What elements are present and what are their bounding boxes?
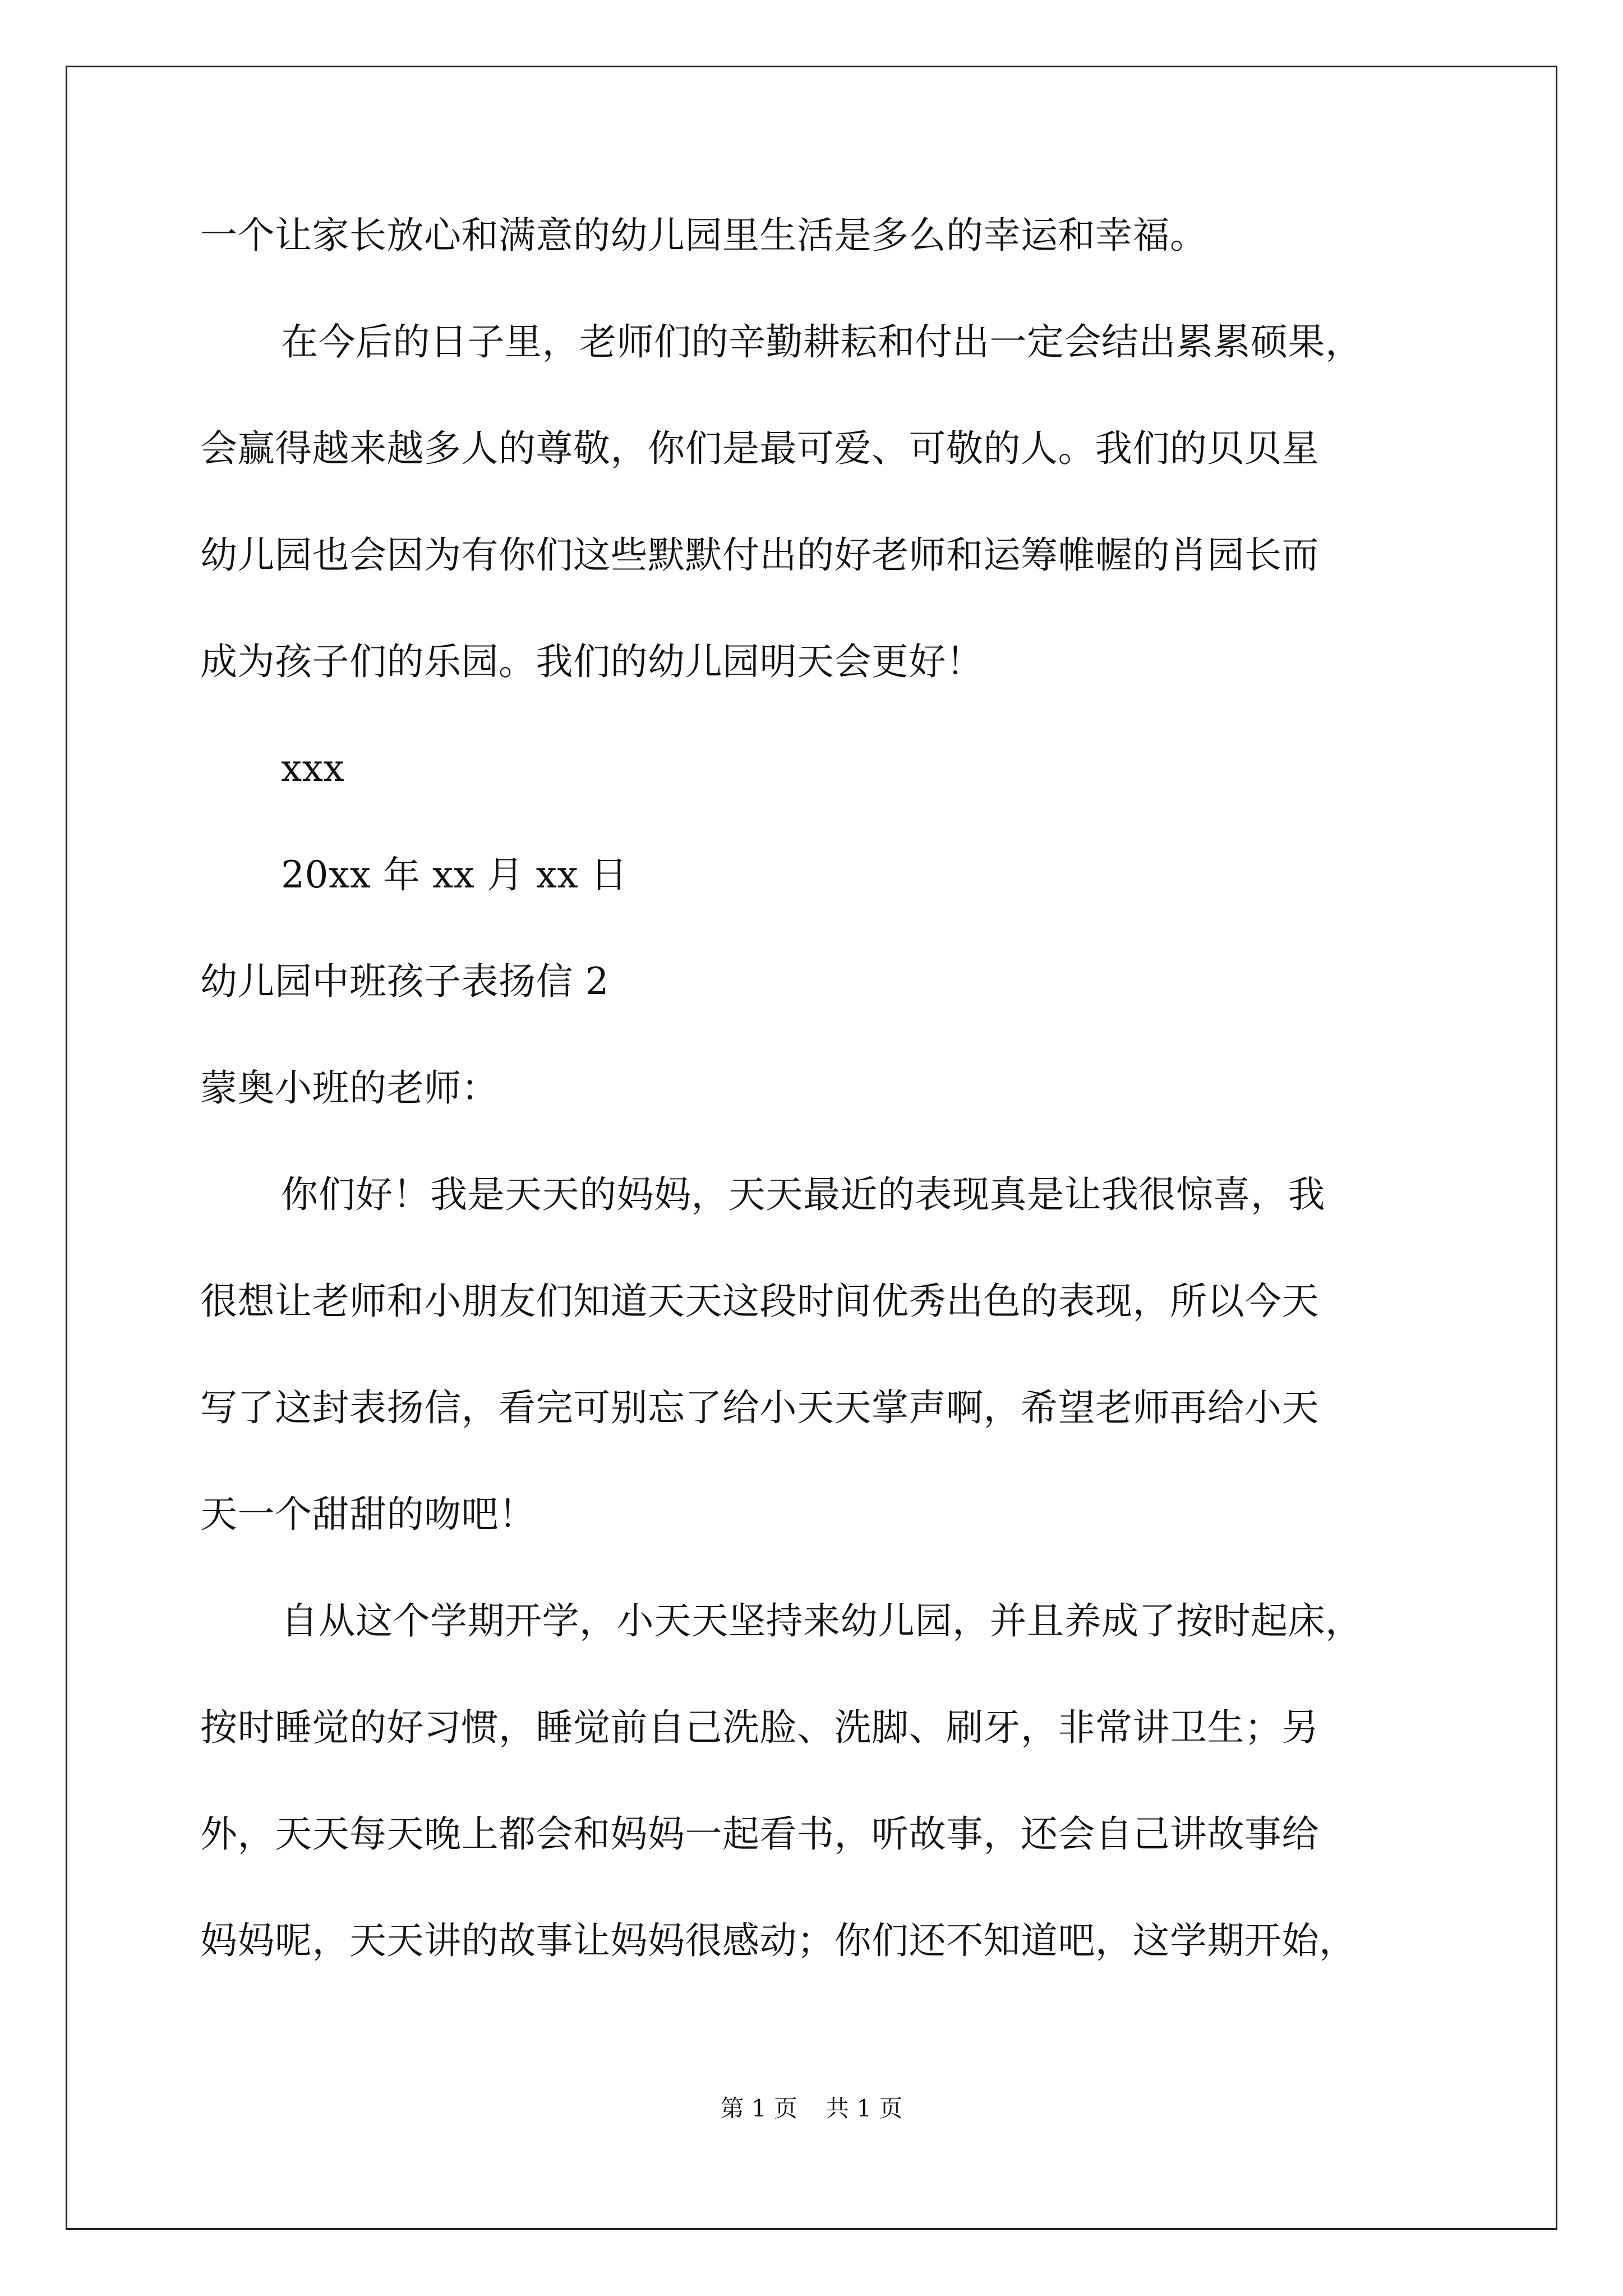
section-heading: 幼儿园中班孩子表扬信 2 — [200, 960, 609, 1003]
text-line-paragraph-start: 自从这个学期开学，小天天坚持来幼儿园，并且养成了按时起床， — [281, 1599, 1363, 1642]
signature-date: 20xx 年 xx 月 xx 日 — [281, 853, 628, 896]
page-total: 共 1 页 — [826, 2095, 903, 2122]
text-line: 外，天天每天晚上都会和妈妈一起看书，听故事，还会自己讲故事给 — [200, 1812, 1319, 1856]
text-line: 写了这封表扬信，看完可别忘了给小天天掌声啊，希望老师再给小天 — [200, 1386, 1319, 1429]
text-line: 幼儿园也会因为有你们这些默默付出的好老师和运筹帷幄的肖园长而 — [200, 533, 1319, 577]
text-line-continuation: 一个让家长放心和满意的幼儿园里生活是多么的幸运和幸福。 — [200, 214, 1207, 257]
page-footer — [0, 2095, 1623, 2123]
page-border — [66, 66, 1557, 2230]
text-line: 成为孩子们的乐园。我们的幼儿园明天会更好！ — [200, 640, 984, 683]
text-line: 会赢得越来越多人的尊敬，你们是最可爱、可敬的人。我们的贝贝星 — [200, 427, 1319, 470]
text-line-paragraph-start: 在今后的日子里，老师们的辛勤耕耘和付出一定会结出累累硕果， — [281, 320, 1363, 364]
salutation: 蒙奥小班的老师： — [200, 1066, 499, 1110]
text-line: 妈妈呢，天天讲的故事让妈妈很感动；你们还不知道吧，这学期开始， — [200, 1919, 1357, 1962]
text-line: 很想让老师和小朋友们知道天天这段时间优秀出色的表现，所以今天 — [200, 1280, 1319, 1323]
text-line: 天一个甜甜的吻吧！ — [200, 1493, 536, 1536]
signature-name: xxx — [281, 747, 345, 790]
text-line-paragraph-start: 你们好！我是天天的妈妈，天天最近的表现真是让我很惊喜，我 — [281, 1173, 1325, 1216]
text-line: 按时睡觉的好习惯，睡觉前自己洗脸、洗脚、刷牙，非常讲卫生；另 — [200, 1706, 1319, 1749]
page-number: 第 1 页 — [720, 2095, 797, 2122]
